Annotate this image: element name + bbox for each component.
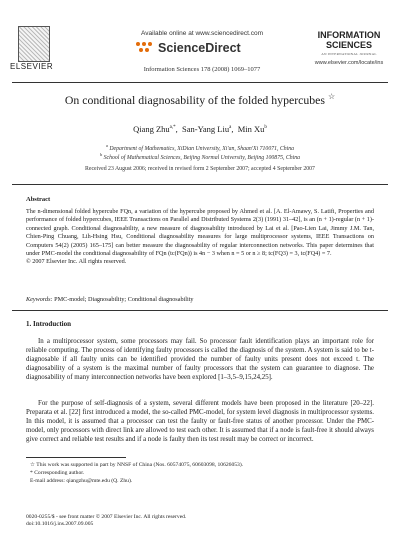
sciencedirect-dots-icon [136,42,154,54]
abstract-body [26,208,374,267]
title-footnote-mark[interactable]: ☆ [327,92,336,101]
footnote-rule [26,457,126,458]
journal-name-line1: INFORMATION [317,30,381,40]
affiliation-text: Department of Mathematics, XiDian University, Xi'an, Shaan'Xi 710071, China [109,145,295,152]
keywords-list: PMC-model; Diagnosability; Conditional diagnosability [54,296,194,303]
header-rule [12,82,388,83]
journal-url-link[interactable]: www.elsevier.com/locate/ins [314,60,384,66]
abstract-text: The n-dimensional folded hypercube FQn, a variation of the hypercube proposed by Ahmed et al. [A. El-Amawy, S. Latifi, Properties and performance of folded hypercubes, IEEE Transactions on Parallel and Distributed Systems 2(3) (1991) 31–42], is an (n + 1)-regular (n + 1)-connected graph. Conditional diagnosability, a new measure of diagnosability introduced by Lai et al. [Pao-Lien Lai, Jimmy J.M. Tan, Chien-Ping Chuang, Lih-Hsing Hsu, Conditional diagnosability measures for large multiprocessor systems, IEEE Transactions on Computers 54(2) (2005) 165–175] can better measure the diagnosability of regular interconnection networks. This paper determines that under PMC-model the conditional diagnosability of FQn (tc(FQn)) is 4n − 3 when n = 5 or n ≥ 8; tc(FQ3) = 3, tc(FQ4) = 7. [26,208,374,258]
article-title [20,92,380,108]
sciencedirect-wordmark: ScienceDirect [158,41,241,55]
journal-name-line2: SCIENCES [325,40,372,50]
abstract-bottom-rule [12,310,388,311]
author-name: Qiang Zhu [133,124,170,134]
title-text: On conditional diagnosability of the folded hypercubes [64,92,325,107]
keywords-label: Keywords: [26,296,53,303]
author-mark[interactable]: b [264,125,267,131]
journal-name [306,30,392,50]
sciencedirect-logo [136,40,268,56]
copyright-notice: © 2007 Elsevier Inc. All rights reserved. [26,258,127,266]
abstract-heading: Abstract [26,196,51,203]
journal-reference: Information Sciences 178 (2008) 1069–1077 [143,66,261,73]
intro-paragraph: For the purpose of self-diagnosis of a system, several different models have been proposed in the literature [20–22]. Preparata et al. [22] first introduced a model, the so-called PMC-model, for system level diagnosis in multiprocessor systems. In this model, it is assumed that a processor can test the faulty or fault-free status of another processor. Under the PMC-model, only processors with direct link are allowed to test each other. It is assumed that if a node is fault-free it should always give correct and reliable test results and if a node is faulty then its test result may be correct or incorrect. [26,400,374,444]
journal-subtitle: AN INTERNATIONAL JOURNAL [321,52,377,56]
elsevier-tree-icon [18,26,50,62]
section-heading-introduction: 1. Introduction [26,320,71,328]
affiliation-mark: a [105,143,108,148]
keywords [26,296,374,303]
author-mark[interactable]: a,* [169,125,176,131]
intro-paragraph: In a multiprocessor system, some processors may fail. So processor fault identification plays an important role for reliable computing. The process of identifying faulty processors is called the diagnosis of the system. A system is said to be t-diagnosable if all faulty units can be identified provided the number of faulty units present does not exceed t. The diagnosability of a system is the maximal number of faulty processors that the system can guarantee to diagnose. The diagnosability of many interconnection networks have been explored [1–3,5–9,15,24,25]. [26,338,374,382]
footnote-corresponding: * Corresponding author. [30,470,85,476]
affiliation-b [20,152,380,161]
article-dates: Received 23 August 2006; received in revised form 2 September 2007; accepted 4 September 2007 [85,166,315,172]
affiliation-mark: b [99,152,103,157]
affiliation-a [20,143,380,152]
author-name: San-Yang Liu [182,124,230,134]
available-online-text: Available online at www.sciencedirect.com [141,30,263,37]
journal-logo [306,30,392,66]
footer-doi-link[interactable]: doi:10.1016/j.ins.2007.09.005 [26,521,94,527]
elsevier-logo [10,26,56,74]
author-mark[interactable]: a [229,125,232,131]
abstract-top-rule [12,184,388,185]
author-name: Min Xu [237,124,265,134]
footnote-funding: ☆ This work was supported in part by NNSF of China (Nos. 60574075, 60603098, 10626053). [30,462,244,468]
affiliation-text: School of Mathematical Sciences, Beijing Normal University, Beijing 100875, China [103,154,301,161]
publisher-name: ELSEVIER [10,62,54,71]
footnote-email[interactable]: E-mail address: qiangzhu@mte.edu (Q. Zhu). [30,478,133,484]
footer-issn: 0020-0255/$ - see front matter © 2007 Elsevier Inc. All rights reserved. [26,514,187,520]
author-list: Qiang Zhu$^{a,*}$, San-Yang Liu$^a$, Min Xu$^b$ [133,124,267,134]
